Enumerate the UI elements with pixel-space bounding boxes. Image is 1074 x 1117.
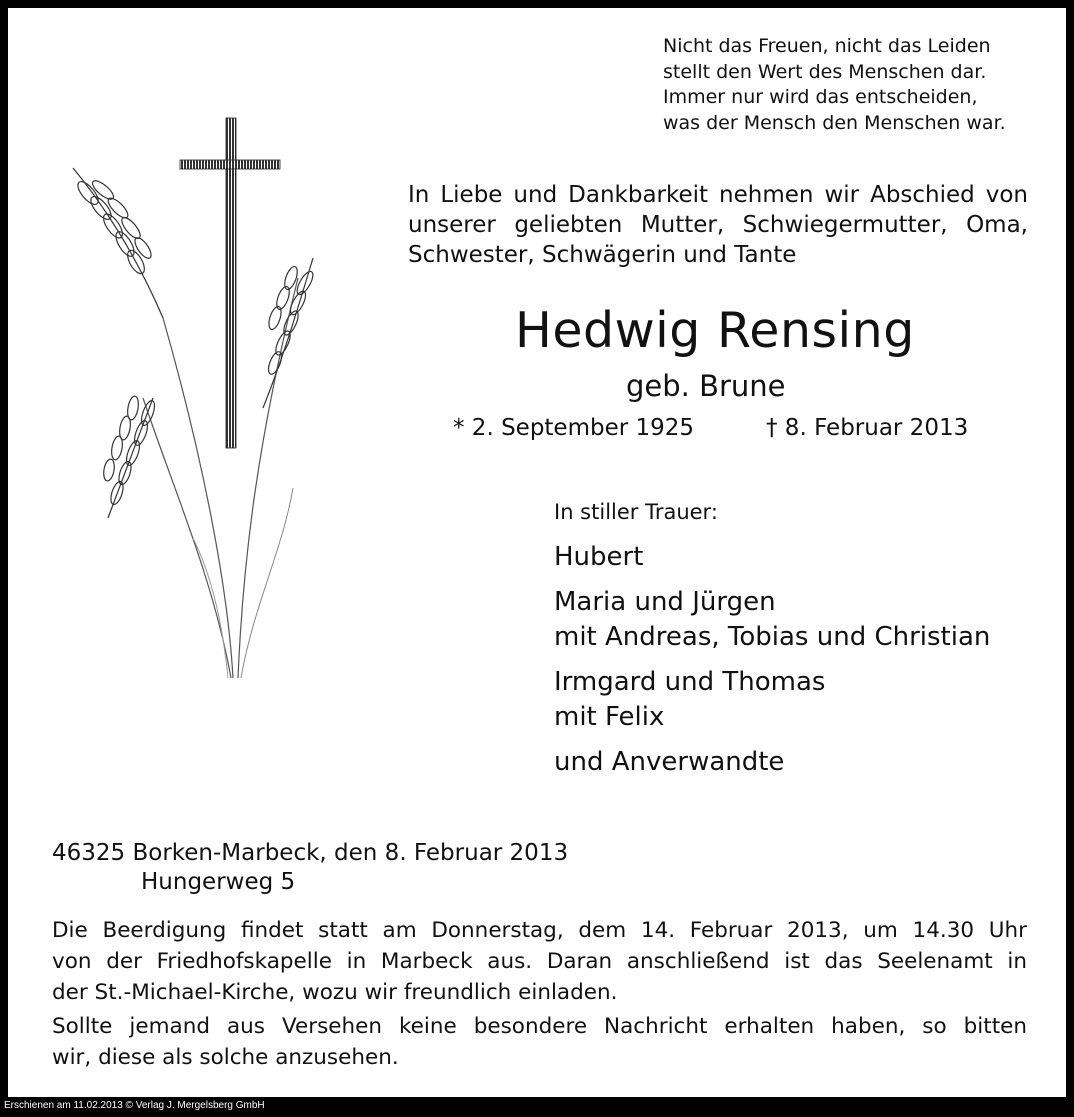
family-member: Hubert	[554, 542, 644, 572]
intro-line: unserer geliebten Mutter, Schwiegermutter, Oma,	[408, 212, 1028, 238]
notice-text	[52, 1011, 1027, 1073]
death-date: † 8. Februar 2013	[766, 415, 969, 441]
funeral-text	[52, 915, 1027, 1008]
poem-line: Immer nur wird das entscheiden,	[663, 86, 978, 108]
notice-line: wir, diese als solche anzusehen.	[52, 1045, 399, 1070]
maiden-name: geb. Brune	[626, 369, 786, 403]
family-member: Maria und Jürgen	[554, 587, 776, 617]
birth-date: * 2. September 1925	[453, 415, 695, 441]
intro-text	[408, 180, 1028, 270]
street-address: Hungerweg 5	[141, 869, 296, 895]
notice-line: Sollte jemand aus Versehen keine besondere Nachricht erhalten haben, so bitten	[52, 1014, 1027, 1039]
obituary-card	[8, 8, 1066, 1097]
publication-note: Erschienen am 11.02.2013 © Verlag J. Mergelsberg GmbH	[4, 1100, 265, 1111]
place-date: 46325 Borken-Marbeck, den 8. Februar 2013	[52, 840, 569, 866]
funeral-line: Die Beerdigung findet statt am Donnerstag, dem 14. Februar 2013, um 14.30 Uhr	[52, 918, 1027, 943]
family-member: mit Andreas, Tobias und Christian	[554, 622, 991, 652]
family-member: und Anverwandte	[554, 747, 785, 777]
poem-line: was der Mensch den Menschen war.	[663, 111, 1006, 134]
intro-line: In Liebe und Dankbarkeit nehmen wir Abschied von	[408, 182, 1028, 208]
poem-line: stellt den Wert des Menschen dar.	[663, 60, 987, 83]
funeral-line: der St.-Michael-Kirche, wozu wir freundlich einladen.	[52, 980, 618, 1005]
family-member: mit Felix	[554, 702, 665, 732]
poem-line: Nicht das Freuen, nicht das Leiden	[663, 35, 991, 57]
intro-line: Schwester, Schwägerin und Tante	[408, 242, 797, 268]
poem	[663, 34, 1006, 136]
cross-with-wheat-icon	[43, 108, 323, 688]
funeral-line: von der Friedhofskapelle in Marbeck aus. Daran anschließend ist das Seelenamt in	[52, 949, 1027, 974]
family-member: Irmgard und Thomas	[554, 667, 826, 697]
deceased-name: Hedwig Rensing	[515, 302, 915, 359]
mourning-label: In stiller Trauer:	[554, 500, 718, 524]
